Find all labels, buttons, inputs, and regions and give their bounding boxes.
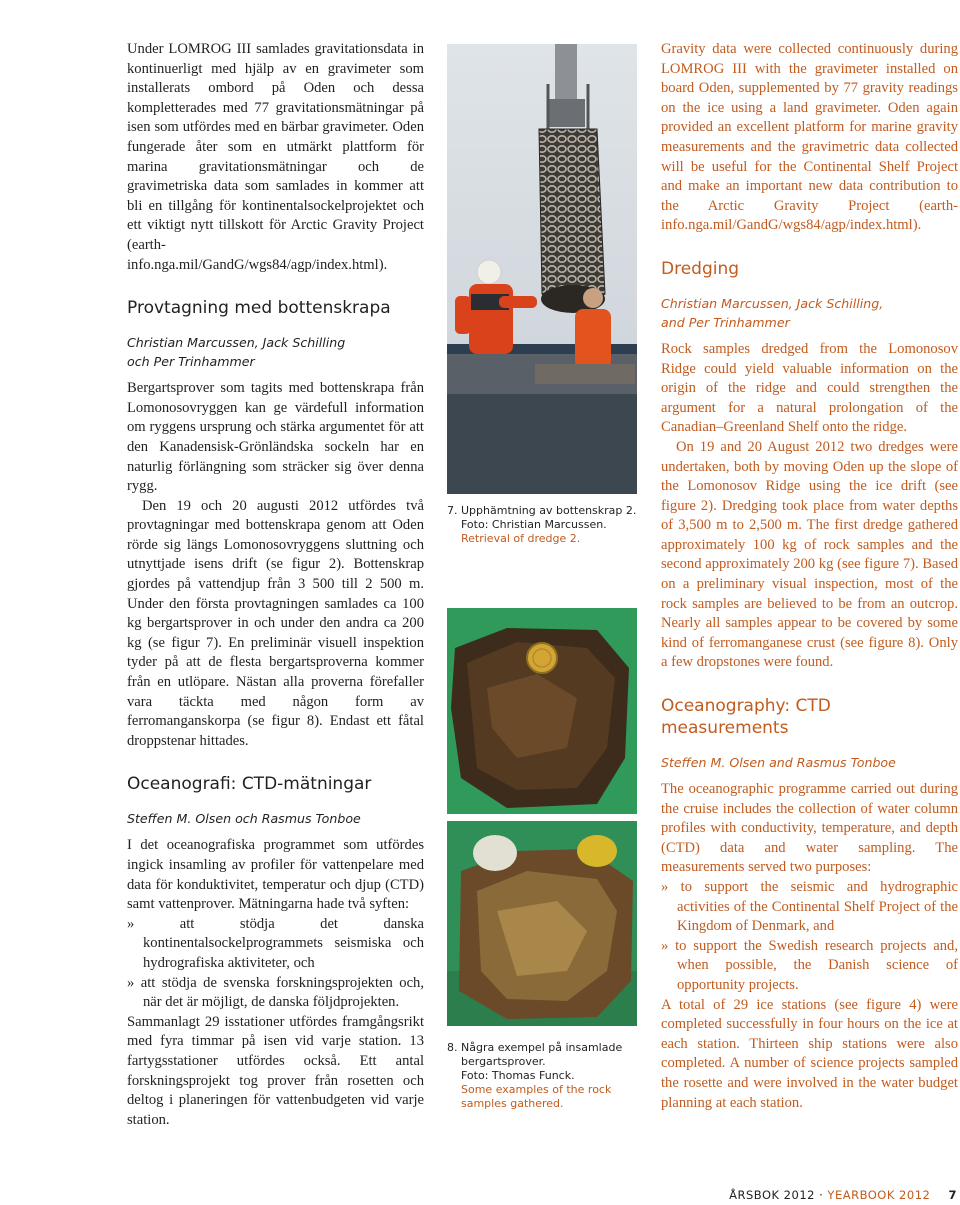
rock-sample-illustration-1 [447,608,637,814]
dredge-retrieval-illustration [447,44,637,494]
sv-gravity-paragraph: Under LOMROG III samlades gravitationsdata in kontinuerligt med hjälp av en gravimeter som installerats ombord på Oden och dessa kompletterades med 77 gravitationsmätningar på isen som utfördes med en bärbar gravimeter. Oden fungerade åter som en utmärkt plattform för marina gravitationsmätningar och de gravimetriska data som samlades in kommer att bli en tillgång för kontinentalsockelprojektet och ett viktigt nytt tillskott för Arctic Gravity Project (earth-info.nga.mil/GandG/wgs84/agp/index.html). [127,41,424,273]
figure-8-number: 8. [447,1041,458,1054]
list-item: » att stödja de svenska forskningsprojekten och, när det är möjligt, de danska följdprojekten. [127,974,424,1011]
footer-yearbook-sv: ÅRSBOK 2012 · [729,1188,824,1202]
figure-8-caption-sv-2: bergartsprover. [461,1055,546,1068]
en-oceanography-heading: Oceanography: CTD measurements [661,696,831,739]
en-oceanography-paragraph-2: A total of 29 ice stations (see figure 4) were completed successfully in four hours on the ice at each station. Thirteen ship stations were also completed. A number of science projects sampled the rosette and were involved in the water budget planning at each station. [661,996,958,1111]
sv-oceanography-paragraph-1: I det oceanografiska programmet som utfördes ingick insamling av profiler för vattenpelare med data för konduktivitet, temperatur och djup (CTD) samt vattenprover. Mätningarna hade två syften: [127,837,424,913]
list-item: » att stödja det danska kontinentalsockelprogrammets seismiska och hydrografiska aktiviteter, och [127,915,424,971]
list-item: » to support the Swedish research projects and, when possible, the Danish science of opportunity projects. [661,937,958,993]
sv-oceanography-authors: Steffen M. Olsen och Rasmus Tonboe [127,811,361,827]
rock-sample-photo-1 [447,608,637,814]
figure-8-caption-sv-1: Några exempel på insamlade [461,1041,623,1054]
en-dredging-paragraph-2: On 19 and 20 August 2012 two dredges were undertaken, both by moving Oden up the slope of the Lomonosov Ridge using the ice drift (see figure 2). Dredging took place from water depths of 3,500 m to 2,500 m. The first dredge gathered approximately 100 kg of rock samples and the second approximately 200 kg (see figure 7). Based on a preliminary visual inspection, most of the rock samples are believed to be from an outcrop. Nearly all samples appear to be covered by some kind of ferromanganese crust (see figure 8). Only a few dropstones were found. [661,438,958,671]
figure-column [447,40,637,1111]
figure-7-number: 7. [447,504,458,517]
swedish-column [127,40,424,1130]
rock-sample-illustration-2 [447,821,637,1026]
sv-dredging-paragraph-1: Bergartsprover som tagits med bottenskrapa från Lomonosovryggen kan ge värdefull information om ryggens ursprung och stärka argumentet för att den Kanadensisk-Grönländska sockeln har en naturlig förlängning som sträcker sig över denna rygg. [127,380,424,495]
page-footer [729,1188,957,1202]
en-dredging-heading: Dredging [661,258,740,279]
figure-7-caption-sv-1: Upphämtning av bottenskrap 2. [461,504,637,517]
figure-8-caption [447,1041,637,1111]
sv-purpose-list [127,915,424,1013]
en-dredging-paragraph-1: Rock samples dredged from the Lomonosov Ridge could yield valuable information on the origin of the ridge and could strengthen the argument for a natural prolongation of the Canadian–Greenland Shelf onto the ridge. [661,340,958,436]
en-dredging-authors-line-2: and Per Trinhammer [661,314,790,330]
sv-dredging-paragraph-2: Den 19 och 20 augusti 2012 utfördes två provtagningar med bottenskrapa genom att Oden rörde sig längs Lomonosovryggens sluttning och utnyttjade isens drift (se figur 2). Bottenskrap gjordes på vattendjup från 3 500 till 2 500 m. Under den första provtagningen samlades ca 100 kg bergartsprover in och under den andra ca 200 kg (se figur 7). En preliminär visuell inspektion tyder på att de flesta bergartsproverna kommer från en utlöpare. Nästan alla proverna förefaller vara täckta med någon form av ferromanganskorpa (se figur 8). Endast ett fåtal droppstenar hittades. [127,497,424,749]
sv-dredging-authors-line-1: Christian Marcussen, Jack Schilling [127,335,346,351]
english-column [661,40,958,1113]
sv-dredging-authors-line-2: och Per Trinhammer [127,354,255,370]
en-oceanography-authors: Steffen M. Olsen and Rasmus Tonboe [661,755,896,771]
list-item: » to support the seismic and hydrographic activities of the Continental Shelf Project of the Kingdom of Denmark, and [661,879,958,935]
dredge-retrieval-photo [447,44,637,494]
en-gravity-paragraph: Gravity data were collected continuously during LOMROG III with the gravimeter installed on board Oden, supplemented by 77 gravity readings on the ice using a land gravimeter. Oden again provided an excellent platform for marine gravity measurements and the gravimetric data collected will be useful for the Continental Shelf Project and make an important new data contribution to the Arctic Gravity Project (earth-info.nga.mil/GandG/wgs84/agp/index.html). [661,41,958,234]
sv-oceanography-heading: Oceanografi: CTD-mätningar [127,774,372,795]
sv-oceanography-paragraph-2: Sammanlagt 29 isstationer utfördes framgångsrikt med fyra timmar på isen vid varje station. 13 fartygsstationer utfördes också. Ett antal forskningsprojekt tog prover från rosetten och deltog i planeringen för vattenbudgeten vid varje station. [127,1013,424,1128]
figure-7-caption-sv-2: Foto: Christian Marcussen. [461,518,607,531]
figure-7-caption [447,504,637,546]
en-purpose-list [661,878,958,996]
page-number: 7 [948,1188,957,1202]
figure-8-caption-en-2: samples gathered. [461,1097,564,1110]
en-oceanography-paragraph-1: The oceanographic programme carried out during the cruise includes the collection of water column profiles with conductivity, temperature, and depth (CTD) data and water sampling. The measurements served two purposes: [661,781,958,876]
sv-dredging-heading: Provtagning med bottenskrapa [127,298,391,319]
figure-8-caption-en-1: Some examples of the rock [461,1083,612,1096]
rock-sample-photo-2 [447,821,637,1026]
figure-8-caption-sv-3: Foto: Thomas Funck. [461,1069,575,1082]
figure-7-caption-en: Retrieval of dredge 2. [461,532,581,545]
footer-yearbook-en: YEARBOOK 2012 [827,1188,931,1202]
en-dredging-authors-line-1: Christian Marcussen, Jack Schilling, [661,295,884,311]
